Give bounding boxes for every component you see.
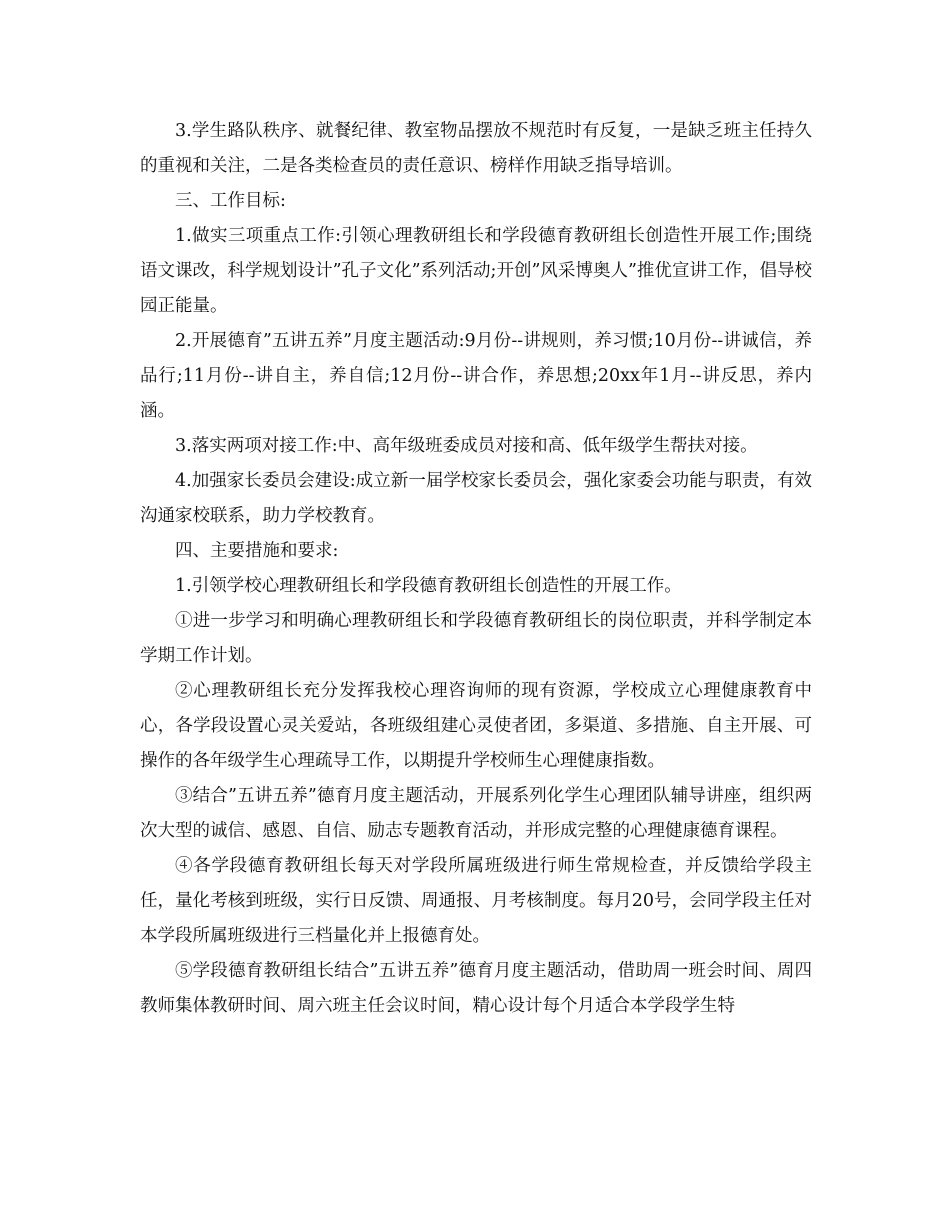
- paragraph-problem-3: 3.学生路队秩序、就餐纪律、教室物品摆放不规范时有反复，一是缺乏班主任持久的重视和关注，二是各类检查员的责任意识、榜样作用缺乏指导培训。: [140, 121, 812, 176]
- heading-measures: 四、主要措施和要求:: [175, 541, 339, 561]
- paragraph-measure-1: 1.引领学校心理教研组长和学段德育教研组长创造性的开展工作。: [175, 576, 682, 596]
- heading-work-goals: 三、工作目标:: [175, 191, 286, 211]
- paragraph-measure-1-item-3: ③结合”五讲五养”德育月度主题活动，开展系列化学生心理团队辅导讲座，组织两次大型的诚信、感恩、自信、励志专题教育活动，并形成完整的心理健康德育课程。: [140, 786, 812, 841]
- paragraph-measure-1-item-2: ②心理教研组长充分发挥我校心理咨询师的现有资源，学校成立心理健康教育中心，各学段设置心灵关爱站，各班级组建心灵使者团，多渠道、多措施、自主开展、可操作的各年级学生心理疏导工作，以期提升学校师生心理健康指数。: [140, 681, 812, 771]
- paragraph-measure-1-item-5: ⑤学段德育教研组长结合”五讲五养”德育月度主题活动，借助周一班会时间、周四教师集体教研时间、周六班主任会议时间，精心设计每个月适合本学段学生特: [140, 961, 812, 1016]
- document-body: [140, 114, 812, 1024]
- paragraph-measure-1-item-1: ①进一步学习和明确心理教研组长和学段德育教研组长的岗位职责，并科学制定本学期工作计划。: [140, 611, 812, 666]
- paragraph-measure-1-item-4: ④各学段德育教研组长每天对学段所属班级进行师生常规检查，并反馈给学段主任，量化考核到班级，实行日反馈、周通报、月考核制度。每月20号，会同学段主任对本学段所属班级进行三档量化并上报德育处。: [140, 856, 812, 946]
- paragraph-goal-2: 2.开展德育”五讲五养”月度主题活动:9月份--讲规则，养习惯;10月份--讲诚信，养品行;11月份--讲自主，养自信;12月份--讲合作，养思想;20xx年1月--讲反思，养内涵。: [140, 331, 812, 421]
- paragraph-goal-3: 3.落实两项对接工作:中、高年级班委成员对接和高、低年级学生帮扶对接。: [175, 436, 758, 456]
- paragraph-goal-4: 4.加强家长委员会建设:成立新一届学校家长委员会，强化家委会功能与职责，有效沟通家校联系，助力学校教育。: [140, 471, 812, 526]
- paragraph-goal-1: 1.做实三项重点工作:引领心理教研组长和学段德育教研组长创造性开展工作;围绕语文课改，科学规划设计”孔子文化”系列活动;开创”风采博奥人”推优宣讲工作，倡导校园正能量。: [140, 226, 812, 316]
